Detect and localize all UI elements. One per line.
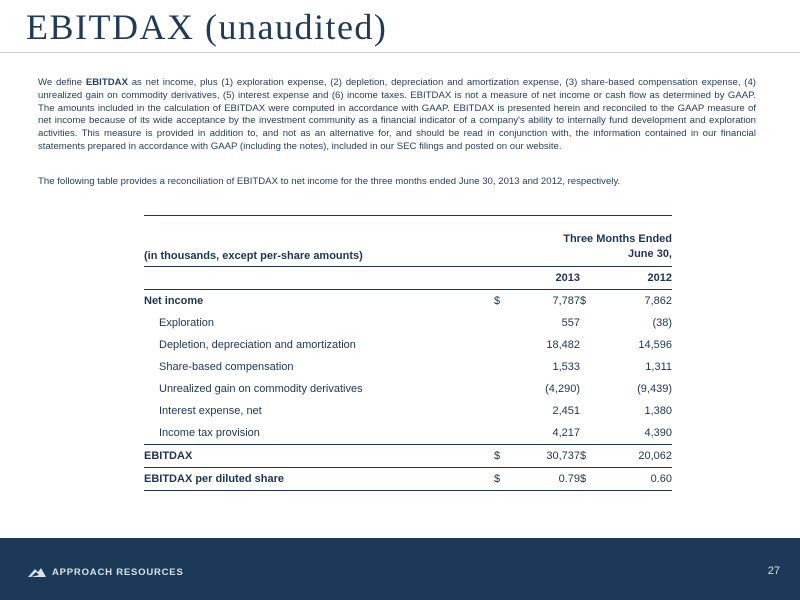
row-label: EBITDAX (144, 445, 494, 468)
row-value-2012: (9,439) (637, 383, 672, 395)
row-currency-2012: $ (580, 445, 594, 468)
row-value-2013: 18,482 (546, 339, 580, 351)
row-label: EBITDAX per diluted share (144, 468, 494, 491)
row-currency-2012: $ (580, 468, 594, 491)
intro-rest: as net income, plus (1) exploration expense, (2) depletion, depreciation and amortization expense, (3) share-based compensation expense, (4) unrealized gain on commodity derivatives, (5) interest expense and (6) income taxes. EBITDAX is not a measure of net income or cash flow as determined by GAAP. The amounts included in the calculation of EBITDAX were computed in accordance with GAAP. EBITDAX is presented herein and reconciled to the GAAP measure of net income because of its wide acceptance by the investment community as a financial indicator of a company's ability to internally fund development and exploration activities. This measure is provided in addition to, and not as an alternative for, and should be read in conjunction with, the information contained in our financial statements prepared in accordance with GAAP (including the notes), included in our SEC filings and posted on our website. (38, 77, 756, 152)
row-currency-2013 (494, 422, 508, 445)
year-2013-header: 2013 (508, 267, 580, 290)
period-line-2: June 30, (627, 248, 672, 260)
row-value-2012: 1,380 (644, 405, 672, 417)
page-number: 27 (767, 565, 780, 577)
row-value-2012: 7,862 (594, 290, 672, 313)
row-currency-2013 (494, 334, 508, 356)
row-currency-2012 (580, 378, 594, 400)
footer-bar (0, 538, 800, 600)
row-value-2012: 0.60 (594, 468, 672, 491)
intro-bold-term: EBITDAX (85, 77, 128, 88)
row-value-2012: 4,390 (644, 427, 672, 439)
row-label: Depletion, depreciation and amortization (159, 339, 356, 351)
table-row (144, 422, 672, 445)
row-value-2013: (4,290) (545, 383, 580, 395)
row-value-2013: 4,217 (552, 427, 580, 439)
row-currency-2013 (494, 378, 508, 400)
row-currency-2012 (580, 400, 594, 422)
row-label: Net income (144, 290, 494, 313)
table-row (144, 290, 672, 313)
row-currency-2013 (494, 400, 508, 422)
row-value-2013: 30,737 (508, 445, 580, 468)
row-value-2013: 7,787 (508, 290, 580, 313)
ebitdax-reconciliation-table (144, 215, 672, 491)
row-value-2013: 2,451 (552, 405, 580, 417)
table-header-row (144, 216, 672, 267)
year-2012-header: 2012 (594, 267, 672, 290)
row-currency-2012 (580, 312, 594, 334)
table-row (144, 378, 672, 400)
row-currency-2013: $ (494, 445, 508, 468)
row-currency-2013 (494, 356, 508, 378)
slide-title: EBITDAX (unaudited) (26, 7, 388, 47)
company-logo (28, 566, 184, 578)
company-name: APPROACH RESOURCES (52, 566, 184, 578)
row-value-2013: 1,533 (552, 361, 580, 373)
units-label: (in thousands, except per-share amounts) (144, 216, 494, 267)
row-currency-2012 (580, 356, 594, 378)
row-currency-2013: $ (494, 468, 508, 491)
row-label: Interest expense, net (159, 405, 262, 417)
mountain-logo-icon (28, 567, 46, 577)
row-currency-2012 (580, 422, 594, 445)
table-row (144, 312, 672, 334)
row-currency-2012: $ (580, 290, 594, 313)
period-header (494, 216, 672, 267)
row-label: Unrealized gain on commodity derivatives (159, 383, 363, 395)
row-currency-2013: $ (494, 290, 508, 313)
row-label: Income tax provision (159, 427, 260, 439)
row-value-2012: 1,311 (645, 361, 672, 373)
row-label: Share-based compensation (159, 361, 294, 373)
row-value-2012: (38) (652, 317, 672, 329)
reconciliation-note: The following table provides a reconciliation of EBITDAX to net income for the three months ended June 30, 2013 and 2012, respectively. (38, 176, 621, 187)
table-row (144, 445, 672, 468)
row-value-2013: 0.79 (508, 468, 580, 491)
year-header-row (144, 267, 672, 290)
table-row (144, 468, 672, 491)
table-row (144, 356, 672, 378)
row-currency-2013 (494, 312, 508, 334)
table-row (144, 400, 672, 422)
row-value-2012: 20,062 (594, 445, 672, 468)
row-value-2013: 557 (561, 317, 580, 329)
title-divider (0, 52, 800, 53)
period-line-1: Three Months Ended (563, 233, 672, 245)
row-currency-2012 (580, 334, 594, 356)
row-label: Exploration (159, 317, 215, 329)
intro-prefix: We define (38, 77, 86, 88)
intro-paragraph (38, 77, 756, 154)
table-row (144, 334, 672, 356)
row-value-2012: 14,596 (638, 339, 672, 351)
